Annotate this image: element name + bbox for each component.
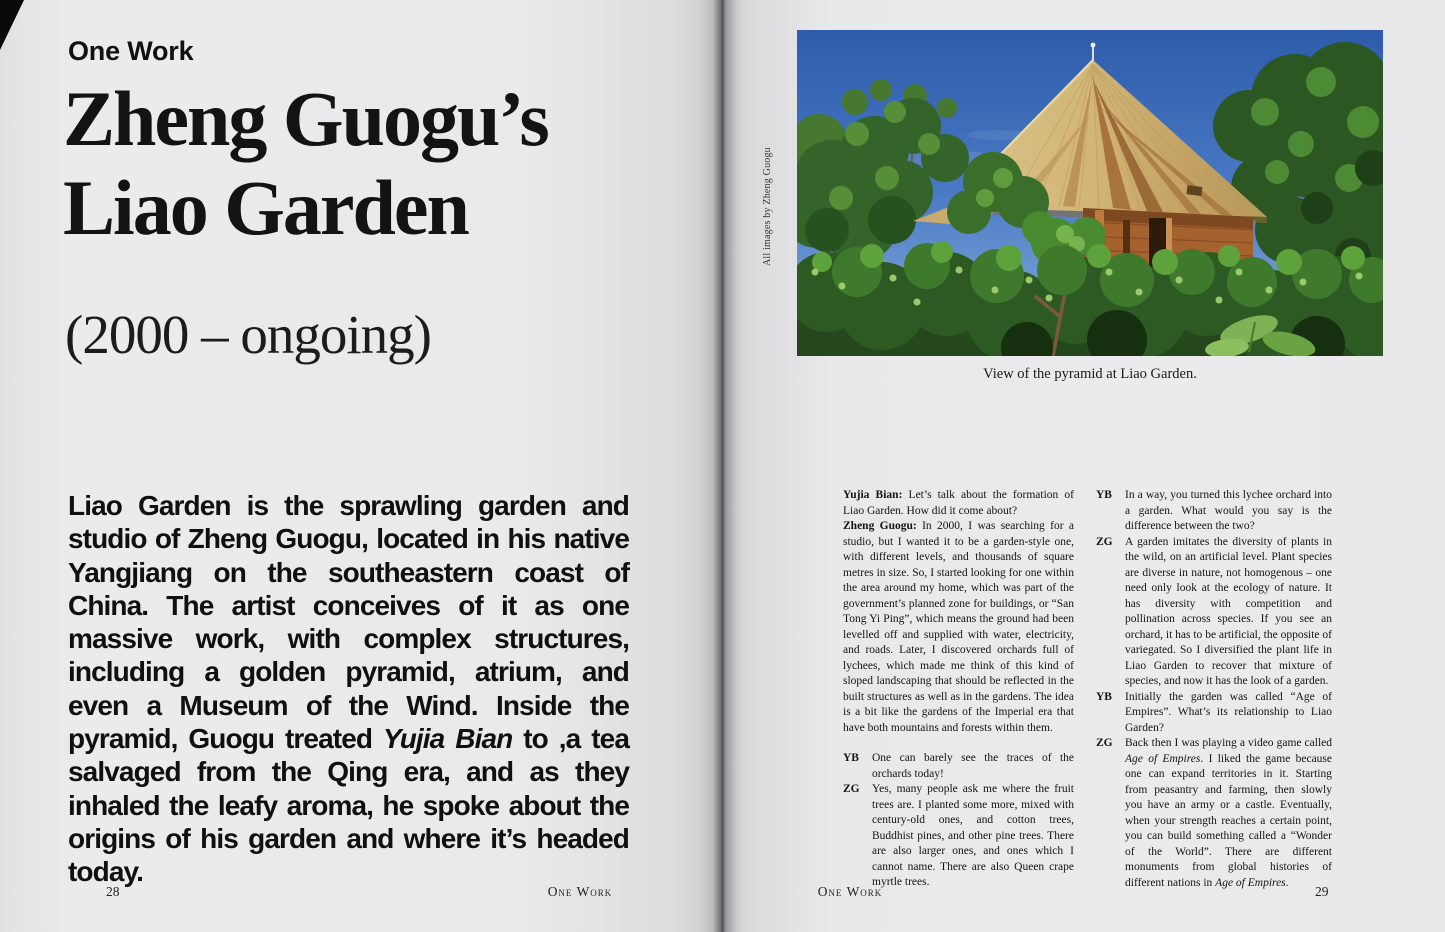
speaker-label: YB xyxy=(843,752,859,764)
interview-paragraph: In a way, you turned this lychee orchard into a garden. What would you say is the difference between the two? xyxy=(1125,489,1332,532)
speaker-label: ZG xyxy=(1096,535,1113,548)
interview-block xyxy=(843,782,1074,891)
section-kicker: One Work xyxy=(68,36,194,66)
interview-paragraph: Back then I was playing a video game called Age of Empires. I liked the game because one can expand territories in it. Starting from peasantry and farming, then slowly you have an army or a castle. Eventually, when your strength reaches a certain point, you can build something called a “Wonder of the World”. There are different monuments from global histories of different nations in Age of Empires. xyxy=(1125,737,1333,889)
interview-block xyxy=(1096,736,1332,891)
interview-column-1 xyxy=(843,488,1074,891)
interview-column-2 xyxy=(1096,488,1332,891)
magazine-page-right xyxy=(722,0,1445,932)
interview-block xyxy=(1096,535,1332,690)
running-footer-left: One Work xyxy=(547,884,613,899)
speaker-label: YB xyxy=(1096,489,1112,501)
article-title xyxy=(63,74,548,252)
interview-paragraph: One can barely see the traces of the orchards today! xyxy=(872,752,1074,780)
interview-block xyxy=(843,751,1074,782)
magazine-page-left xyxy=(0,0,722,932)
interview-paragraph: Initially the garden was called “Age of Empires”. What’s its relationship to Liao Garden? xyxy=(1125,690,1332,734)
speaker-label: ZG xyxy=(843,783,860,795)
page-number-left: 28 xyxy=(106,884,120,899)
date-range: (2000 – ongoing) xyxy=(65,304,431,365)
speaker-label: ZG xyxy=(1096,737,1113,749)
article-title-line1: Zheng Guogu’s xyxy=(63,75,548,162)
photo-caption: View of the pyramid at Liao Garden. xyxy=(983,366,1197,382)
interview-block xyxy=(1096,488,1332,535)
running-footer-right: One Work xyxy=(817,884,883,899)
image-credit: All images by Zheng Guogu xyxy=(762,147,773,266)
interview-paragraph: A garden imitates the diversity of plants in the wild, on an artificial level. Plant species are diverse in nature, not homogenous – one need only look at the ecology of nature. It has diversity with competition and pollination across species. If you see an orchard, it has to be artificial, the opposite of variegated. So I diversified the plant life in Liao Garden to recover that mixture of species, and now it has the look of a garden. xyxy=(1125,535,1332,687)
speaker-label: YB xyxy=(1096,690,1112,703)
interview-paragraph: Yujia Bian: Let’s talk about the formation of Liao Garden. How did it come about? xyxy=(843,489,1075,517)
interview-paragraph: Zheng Guogu: In 2000, I was searching for a studio, but I wanted it to be a garden-style one, with different levels, and thousands of square metres in size. So, I started looking for one within the area around my home, which was part of the government’s planned zone for buildings, or “San Tong Yi Ping”, which means the ground had been levelled off and supplied with water, electricity, and roads. Later, I discovered orchards full of lychees, which made me think of this kind of sloped landscaping that should be reflected in the built structures as well as in the gardens. The idea is a bit like the gardens of the Imperial era that have both mountains and forests within them. xyxy=(843,520,1074,734)
interview-block xyxy=(1096,690,1332,737)
interview-paragraph: Yes, many people ask me where the fruit trees are. I planted some more, mixed with century-old ones, and cotton trees, Buddhist pines, and other pine trees. There are also larger ones, and ones which I cannot name. There are also Queen crape myrtle trees. xyxy=(872,783,1074,888)
intro-paragraph: Liao Garden is the sprawling garden and studio of Zheng Guogu, located in his native Yangjiang on the southeastern coast of China. The artist conceives of it as one massive work, with complex structures, including a golden pyramid, atrium, and even a Museum of the Wind. Inside the pyramid, Guogu treated Yujia Bian to ,a tea salvaged from the Qing era, and as they inhaled the leafy aroma, he spoke about the origins of his garden and where it’s headed today. xyxy=(68,490,630,888)
page-number-right: 29 xyxy=(1315,884,1329,899)
liao-garden-photo xyxy=(797,30,1383,356)
article-title-line2: Liao Garden xyxy=(63,164,468,251)
